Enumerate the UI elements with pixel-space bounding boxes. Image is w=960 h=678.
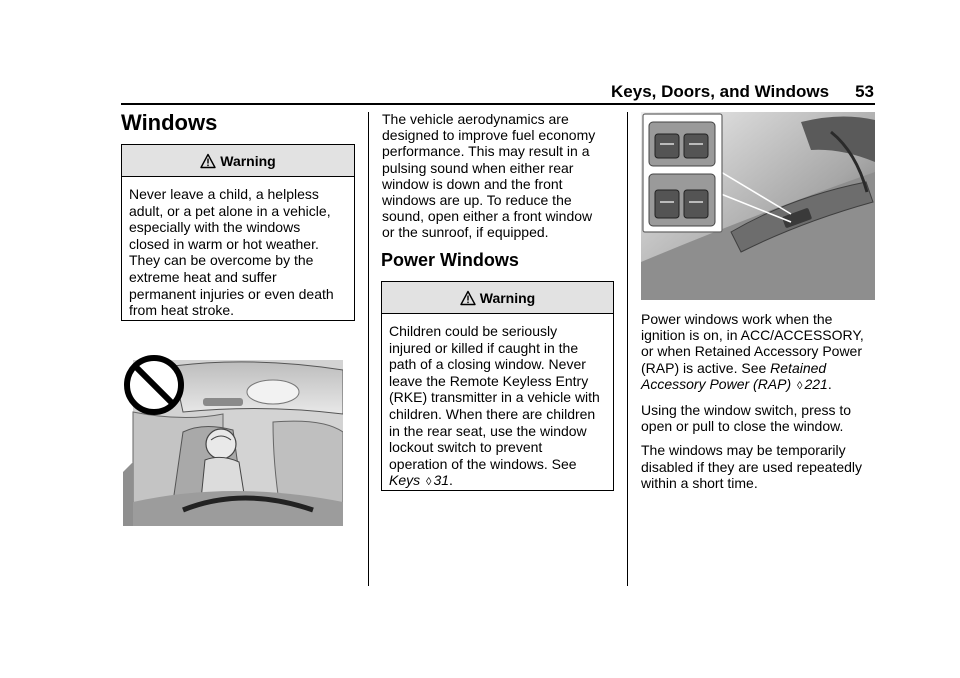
warning-line: leave the Remote Keyless Entry xyxy=(389,372,589,389)
warning-line: permanent injuries or even death xyxy=(129,285,334,302)
windows-warning-label: Warning xyxy=(220,153,276,169)
keys-page-ref[interactable]: 31 xyxy=(433,472,450,489)
warning-line: path of a closing window. Never xyxy=(389,356,586,373)
power-windows-warning-label: Warning xyxy=(479,290,536,306)
running-header xyxy=(611,82,874,102)
text-line: designed to improve fuel economy xyxy=(382,127,596,144)
rap-link-continued[interactable]: Accessory Power (RAP) xyxy=(641,375,792,392)
rap-link[interactable]: Retained xyxy=(770,359,827,376)
warning-line: Children could be seriously xyxy=(389,323,558,339)
warning-line: in the rear seat, use the window xyxy=(389,422,587,439)
warning-line: children. When there are children xyxy=(389,405,596,422)
right-column-text xyxy=(641,311,881,499)
warning-line: operation of the windows. See xyxy=(389,455,577,472)
windows-section-title: Windows xyxy=(121,110,218,135)
page-ref-icon: ◊ xyxy=(426,476,432,489)
text-line: Using the window switch, press to xyxy=(641,402,852,419)
power-windows-warning-text xyxy=(382,314,613,491)
aerodynamics-paragraph xyxy=(382,111,622,241)
rap-page-ref[interactable]: 221 xyxy=(804,375,828,392)
warning-triangle-icon xyxy=(200,153,216,169)
prohibition-icon xyxy=(123,354,185,416)
text-line: The vehicle aerodynamics are xyxy=(382,111,569,127)
text-line: or when Retained Accessory Power xyxy=(641,343,862,360)
text-line: (RAP) is active. See xyxy=(641,359,767,376)
keys-link[interactable]: Keys xyxy=(389,472,421,489)
text-line: disabled if they are used repeatedly xyxy=(641,458,863,475)
text-line: within a short time. xyxy=(641,474,758,491)
text-line: performance. This may result in a xyxy=(382,143,590,160)
text-line: windows are up. To reduce the xyxy=(382,192,572,209)
windows-warning-header xyxy=(122,145,354,177)
warning-line: (RKE) transmitter in a vehicle with xyxy=(389,389,600,406)
windows-warning-box xyxy=(121,144,355,321)
text-line: open or pull to close the window. xyxy=(641,418,844,435)
warning-line-ref xyxy=(389,472,609,491)
power-windows-section-title: Power Windows xyxy=(381,250,519,270)
text-line: sound, open either a front window xyxy=(382,208,593,225)
warning-line: They can be overcome by the xyxy=(129,252,314,269)
temporarily-disabled-paragraph xyxy=(641,442,881,491)
windows-warning-text xyxy=(122,177,354,319)
text-line: ignition is on, in ACC/ACCESSORY, xyxy=(641,327,864,344)
ref-period: . xyxy=(449,472,453,489)
warning-line: closed in warm or hot weather. xyxy=(129,235,319,252)
text-line: The windows may be temporarily xyxy=(641,442,846,459)
child-in-vehicle-illustration xyxy=(123,352,343,526)
column-divider-2 xyxy=(627,112,628,586)
power-windows-paragraph xyxy=(641,311,881,394)
page-number: 53 xyxy=(855,82,874,101)
page-ref-icon: ◊ xyxy=(797,379,803,392)
warning-triangle-icon xyxy=(460,290,476,306)
header-rule xyxy=(121,103,875,105)
window-switch-paragraph xyxy=(641,402,881,434)
warning-line: Never leave a child, a helpless xyxy=(129,186,319,202)
text-line: Power windows work when the xyxy=(641,311,833,327)
header-section-title: Keys, Doors, and Windows xyxy=(611,82,830,101)
warning-line: lockout switch to prevent xyxy=(389,439,543,456)
ref-period: . xyxy=(827,375,832,392)
warning-line: injured or killed if caught in the xyxy=(389,339,579,356)
column-divider-1 xyxy=(368,112,369,586)
text-line: or the sunroof, if equipped. xyxy=(382,224,549,241)
warning-line: especially with the windows xyxy=(129,219,301,236)
text-line: pulsing sound when either rear xyxy=(382,159,574,176)
warning-line: from heat stroke. xyxy=(129,302,235,319)
power-windows-warning-box xyxy=(381,281,614,491)
warning-line: extreme heat and suffer xyxy=(129,268,277,285)
text-line: window is down and the front xyxy=(382,175,563,192)
warning-line: adult, or a pet alone in a vehicle, xyxy=(129,202,331,219)
window-switch-photo xyxy=(641,112,875,300)
power-windows-warning-header xyxy=(382,282,613,314)
